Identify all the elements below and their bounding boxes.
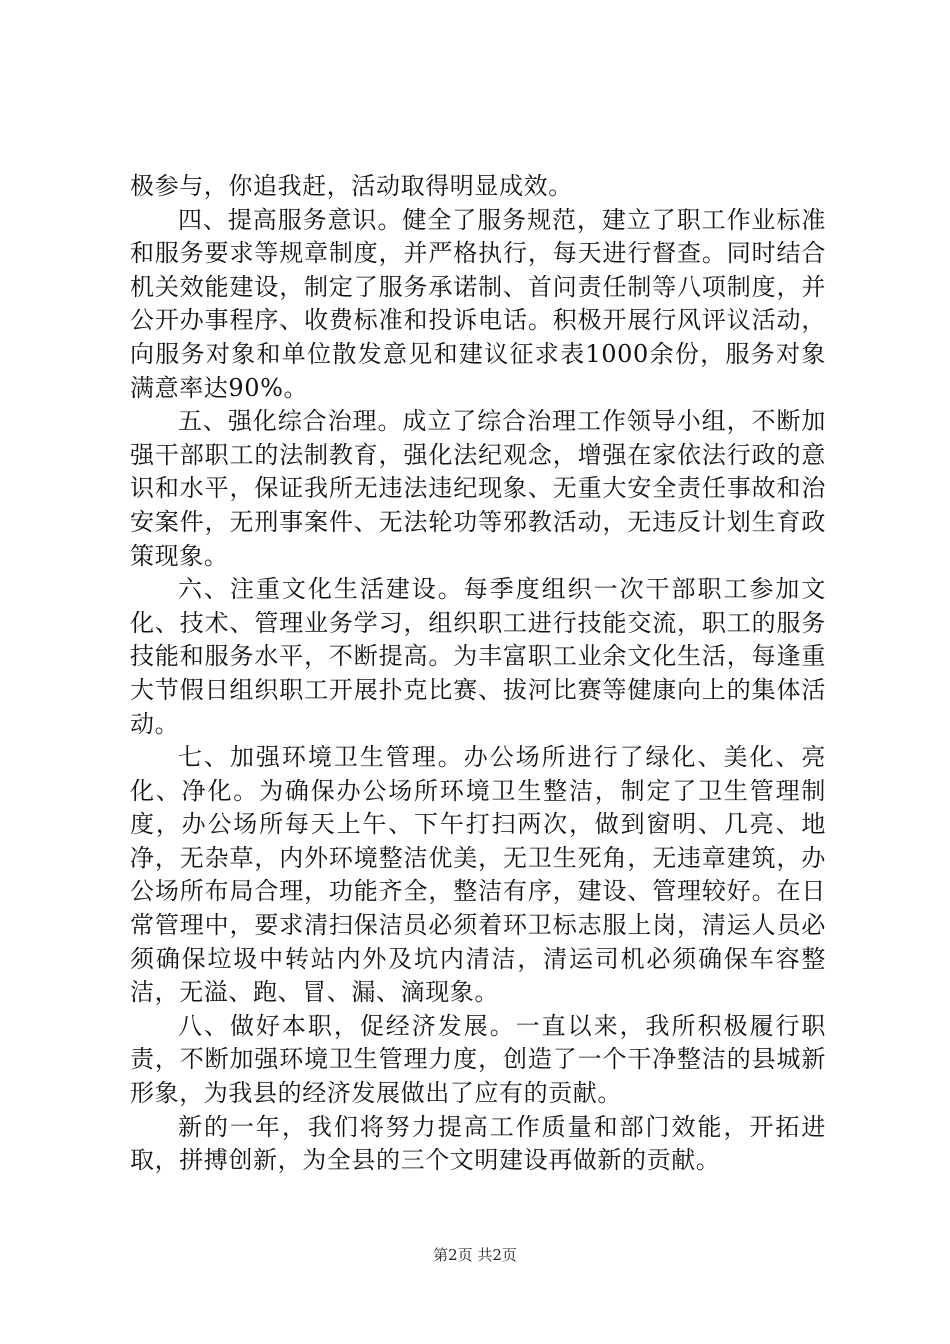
paragraph-section-4-service: 四、提高服务意识。健全了服务规范，建立了职工作业标准和服务要求等规章制度，并严格执行，每天进行督查。同时结合机关效能建设，制定了服务承诺制、首问责任制等八项制度，并公开办事程序、收费标准和投诉电话。积极开展行风评议活动，向服务对象和单位散发意见和建议征求表1000余份，服务对象满意率达90%。 — [130, 205, 826, 402]
paragraph-continuation: 极参与，你追我赶，活动取得明显成效。 — [130, 172, 573, 200]
paragraph-section-7-environment: 七、加强环境卫生管理。办公场所进行了绿化、美化、亮化、净化。为确保办公场所环境卫生整洁，制定了卫生管理制度，办公场所每天上午、下午打扫两次，做到窗明、几亮、地净，无杂草，内外环境整洁优美，无卫生死角，无违章建筑，办公场所布局合理，功能齐全，整洁有序，建设、管理较好。在日常管理中，要求清扫保洁员必须着环卫标志服上岗，清运人员必须确保垃圾中转站内外及坑内清洁，清运司机必须确保车容整洁，无溢、跑、冒、漏、滴现象。 — [130, 743, 826, 1007]
paragraph-closing: 新的一年，我们将努力提高工作质量和部门效能，开拓进取，拼搏创新，为全县的三个文明建设再做新的贡献。 — [130, 1112, 826, 1175]
page-number-footer: 第2页 共2页 — [433, 1246, 517, 1264]
paragraph-section-8-duty: 八、做好本职，促经济发展。一直以来，我所积极履行职责，不断加强环境卫生管理力度，创造了一个干净整洁的县城新形象，为我县的经济发展做出了应有的贡献。 — [130, 1011, 826, 1108]
document-body — [130, 170, 826, 1178]
paragraph-section-5-governance: 五、强化综合治理。成立了综合治理工作领导小组，不断加强干部职工的法制教育，强化法纪观念，增强在家依法行政的意识和水平，保证我所无违法违纪现象、无重大安全责任事故和治安案件，无刑事案件、无法轮功等邪教活动，无违反计划生育政策现象。 — [130, 407, 826, 570]
paragraph-section-6-culture: 六、注重文化生活建设。每季度组织一次干部职工参加文化、技术、管理业务学习，组织职工进行技能交流，职工的服务技能和服务水平，不断提高。为丰富职工业余文化生活，每逢重大节假日组织职工开展扑克比赛、拔河比赛等健康向上的集体活动。 — [130, 575, 826, 738]
